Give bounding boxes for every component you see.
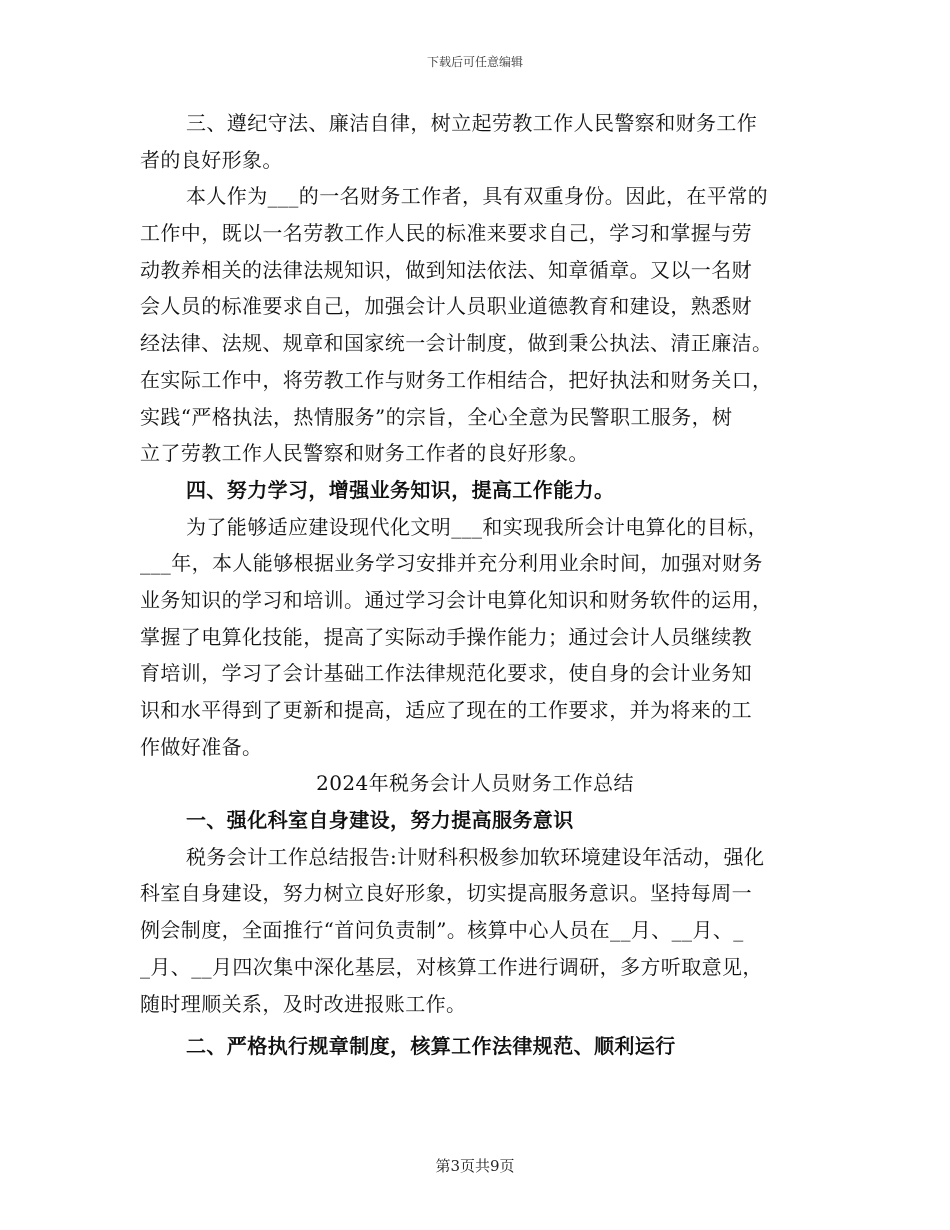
paragraph-line: 者的良好形象。: [140, 147, 283, 172]
paragraph-line: 立了劳教工作人民警察和财务工作者的良好形象。: [140, 441, 589, 466]
paragraph-line: 实践“严格执法，热情服务”的宗旨，全心全意为民警职工服务，树: [140, 404, 733, 429]
section-heading-1: 一、强化科室自身建设，努力提高服务意识: [186, 808, 574, 833]
paragraph-line: 业务知识的学习和培训。通过学习会计电算化知识和财务软件的运用，: [140, 587, 773, 612]
paragraph-line: 随时理顺关系，及时改进报账工作。: [140, 991, 467, 1016]
paragraph-line: 为了能够适应建设现代化文明___和实现我所会计电算化的目标，: [186, 514, 768, 539]
section-heading-4: 四、努力学习，增强业务知识，提高工作能力。: [186, 477, 615, 502]
page-header-note: 下载后可任意编辑: [426, 55, 523, 69]
section-heading-3: 三、遵纪守法、廉洁自律，树立起劳教工作人民警察和财务工作: [186, 111, 758, 135]
paragraph-line: 科室自身建设，努力树立良好形象，切实提高服务意识。坚持每周一: [140, 881, 752, 906]
paragraph-line: 例会制度，全面推行“首问负责制”。核算中心人员在__月、__月、_: [140, 918, 744, 943]
paragraph-line: 在实际工作中，将劳教工作与财务工作相结合，把好执法和财务关口，: [140, 367, 773, 392]
section-heading-2: 二、严格执行规章制度，核算工作法律规范、顺利运行: [186, 1034, 676, 1059]
paragraph-line: 育培训，学习了会计基础工作法律规范化要求，使自身的会计业务知: [140, 661, 752, 686]
document-body: [140, 105, 810, 1065]
paragraph-line: 会人员的标准要求自己，加强会计人员职业道德教育和建设，熟悉财: [140, 294, 752, 319]
paragraph-line: 经法律、法规、规章和国家统一会计制度，做到秉公执法、清正廉洁。: [140, 331, 773, 356]
paragraph-line: ___年，本人能够根据业务学习安排并充分利用业余时间，加强对财务: [140, 551, 763, 576]
document-title: 2024年税务会计人员财务工作总结: [316, 771, 634, 796]
paragraph-line: 掌握了电算化技能，提高了实际动手操作能力；通过会计人员继续教: [140, 624, 752, 649]
paragraph-line: 作做好准备。: [140, 734, 263, 759]
paragraph-line: 工作中，既以一名劳教工作人民的标准来要求自己，学习和掌握与劳: [140, 221, 752, 246]
paragraph-line: 识和水平得到了更新和提高，适应了现在的工作要求，并为将来的工: [140, 698, 752, 722]
paragraph-line: 动教养相关的法律法规知识，做到知法依法、知章循章。又以一名财: [140, 257, 752, 282]
paragraph-line: 本人作为___的一名财务工作者，具有双重身份。因此，在平常的: [186, 184, 768, 209]
paragraph-line: 税务会计工作总结报告:计财科积极参加软环境建设年活动，强化: [186, 844, 765, 869]
paragraph-line: _月、__月四次集中深化基层，对核算工作进行调研，多方听取意见，: [140, 954, 763, 979]
page-number-footer: 第3页共9页: [435, 1157, 515, 1175]
